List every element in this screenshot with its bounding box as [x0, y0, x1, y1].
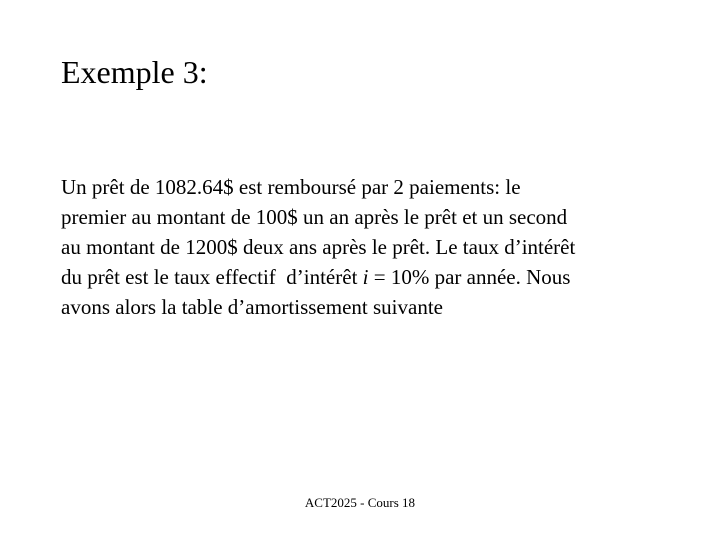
- body-line-1: Un prêt de 1082.64$ est remboursé par 2 paiements: le: [61, 175, 521, 199]
- slide-body: [61, 172, 661, 322]
- slide-title: Exemple 3:: [61, 54, 208, 90]
- body-line-3: au montant de 1200$ deux ans après le prêt. Le taux d’intérêt: [61, 235, 576, 259]
- body-line-4-start: du prêt est le taux effectif d’intérêt: [61, 265, 363, 289]
- body-line-2: premier au montant de 100$ un an après le prêt et un second: [61, 205, 568, 229]
- body-line-4-end: = 10% par année. Nous: [368, 265, 571, 289]
- interest-rate-variable: i: [362, 265, 369, 289]
- slide-footer: ACT2025 - Cours 18: [304, 495, 416, 510]
- body-line-4: [61, 262, 661, 292]
- body-line-5: avons alors la table d’amortissement suivante: [61, 295, 443, 319]
